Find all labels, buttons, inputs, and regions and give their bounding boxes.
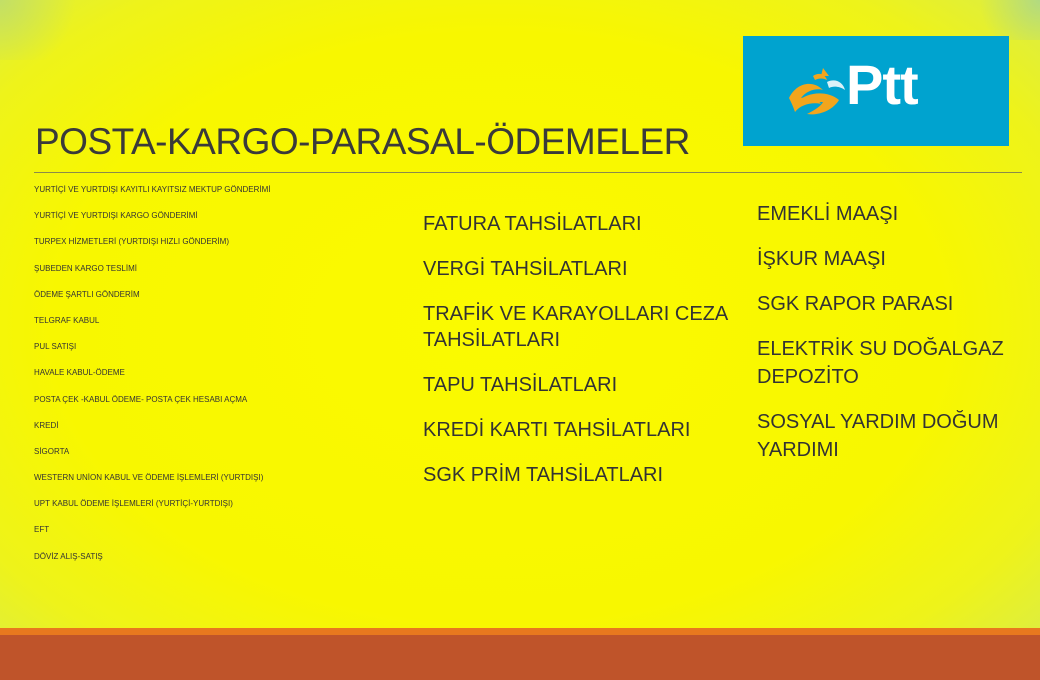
list-item: ÖDEME ŞARTLI GÖNDERİM	[34, 289, 140, 299]
ptt-logo	[743, 36, 1009, 146]
payments-list	[757, 200, 1027, 481]
list-item: PUL SATIŞI	[34, 342, 77, 352]
list-item: TELGRAF KABUL	[34, 315, 100, 325]
corner-glow-left	[0, 0, 90, 60]
list-item: WESTERN UNİON KABUL VE ÖDEME İŞLEMLERİ (YURTDIŞI)	[34, 473, 264, 483]
list-item: HAVALE KABUL-ÖDEME	[34, 368, 125, 378]
list-item: FATURA TAHSİLATLARI	[423, 213, 642, 235]
list-item: VERGİ TAHSİLATLARI	[423, 258, 628, 280]
services-list-left	[34, 183, 271, 576]
list-item: EMEKLİ MAAŞI	[757, 203, 899, 225]
corner-glow-right	[970, 0, 1040, 40]
footer-accent-stripe	[0, 628, 1040, 635]
ptt-logo-text: Ptt	[846, 53, 918, 116]
list-item: İŞKUR MAAŞI	[757, 248, 886, 270]
list-item: KREDİ	[34, 420, 59, 430]
collections-list	[423, 211, 743, 507]
list-item: DÖVİZ ALIŞ-SATIŞ	[34, 551, 103, 561]
list-item: SGK PRİM TAHSİLATLARI	[423, 464, 664, 486]
list-item: YURTİÇİ VE YURTDIŞI KARGO GÖNDERİMİ	[34, 211, 198, 221]
list-item: ELEKTRİK SU DOĞALGAZ DEPOZİTO	[757, 338, 1004, 388]
title-divider	[34, 172, 1022, 173]
list-item: ŞUBEDEN KARGO TESLİMİ	[34, 263, 137, 273]
list-item: EFT	[34, 525, 50, 535]
list-item: SGK RAPOR PARASI	[757, 293, 954, 315]
list-item: TURPEX HİZMETLERİ (YURTDIŞI HIZLI GÖNDERİM)	[34, 237, 229, 247]
list-item: YURTİÇİ VE YURTDIŞI KAYITLI KAYITSIZ MEKTUP GÖNDERİMİ	[34, 185, 271, 194]
list-item: POSTA ÇEK -KABUL ÖDEME- POSTA ÇEK HESABI AÇMA	[34, 394, 248, 404]
list-item: TAPU TAHSİLATLARI	[423, 374, 618, 396]
list-item: TRAFİK VE KARAYOLLARI CEZA TAHSİLATLARI	[423, 303, 728, 351]
list-item: SİGORTA	[34, 446, 70, 456]
footer-bar	[0, 635, 1040, 680]
list-item: SOSYAL YARDIM DOĞUM YARDIMI	[757, 411, 999, 461]
list-item: UPT KABUL ÖDEME İŞLEMLERİ (YURTİÇİ-YURTDIŞI)	[34, 499, 233, 509]
list-item: KREDİ KARTI TAHSİLATLARI	[423, 419, 691, 441]
page-title: POSTA-KARGO-PARASAL-ÖDEMELER	[35, 121, 690, 162]
